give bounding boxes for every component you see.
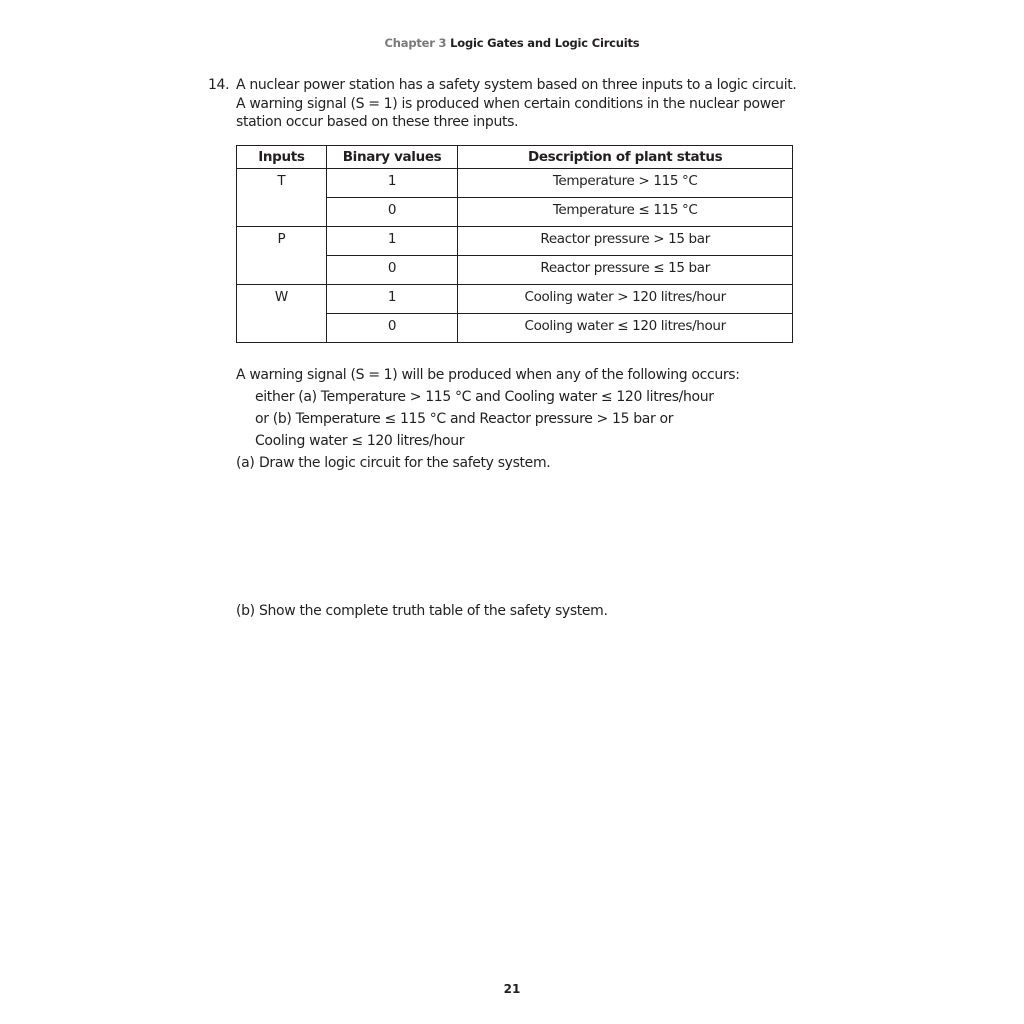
question-number: 14. xyxy=(208,77,230,93)
condition-a: either (a) Temperature > 115 °C and Cooling water ≤ 120 litres/hour xyxy=(255,389,714,405)
header-inputs: Inputs xyxy=(237,146,327,169)
binary-value: 1 xyxy=(326,227,458,256)
part-a-label: (a) xyxy=(236,455,255,471)
part-b xyxy=(236,600,608,622)
warning-conditions xyxy=(236,364,796,452)
status-description: Cooling water ≤ 120 litres/hour xyxy=(458,314,793,343)
part-b-label: (b) xyxy=(236,603,255,619)
chapter-title: Logic Gates and Logic Circuits xyxy=(450,36,640,50)
part-a xyxy=(236,452,550,474)
binary-value: 0 xyxy=(326,256,458,285)
binary-value: 1 xyxy=(326,285,458,314)
binary-value: 0 xyxy=(326,314,458,343)
status-description: Temperature > 115 °C xyxy=(458,169,793,198)
question-14 xyxy=(208,76,798,132)
table-row xyxy=(237,169,793,198)
condition-b: or (b) Temperature ≤ 115 °C and Reactor pressure > 15 bar or xyxy=(255,411,674,427)
question-text: A nuclear power station has a safety system based on three inputs to a logic circuit. A warning signal (S = 1) is produced when certain conditions in the nuclear power station occur based on these three inputs. xyxy=(236,77,797,130)
page-number: 21 xyxy=(503,982,521,996)
table-header-row xyxy=(237,146,793,169)
part-a-text: Draw the logic circuit for the safety system. xyxy=(259,455,551,471)
table-row xyxy=(237,227,793,256)
input-t: T xyxy=(237,169,327,227)
chapter-label: Chapter 3 xyxy=(384,36,447,50)
status-description: Cooling water > 120 litres/hour xyxy=(458,285,793,314)
running-head xyxy=(0,36,1024,50)
header-binary-values: Binary values xyxy=(326,146,458,169)
condition-b-continued: Cooling water ≤ 120 litres/hour xyxy=(255,433,465,449)
header-description: Description of plant status xyxy=(458,146,793,169)
status-description: Temperature ≤ 115 °C xyxy=(458,198,793,227)
input-w: W xyxy=(237,285,327,343)
status-description: Reactor pressure > 15 bar xyxy=(458,227,793,256)
part-b-text: Show the complete truth table of the safety system. xyxy=(259,603,608,619)
conditions-intro: A warning signal (S = 1) will be produced when any of the following occurs: xyxy=(236,367,740,383)
input-p: P xyxy=(237,227,327,285)
binary-value: 0 xyxy=(326,198,458,227)
plant-status-table xyxy=(236,145,793,343)
binary-value: 1 xyxy=(326,169,458,198)
table-row xyxy=(237,285,793,314)
status-description: Reactor pressure ≤ 15 bar xyxy=(458,256,793,285)
